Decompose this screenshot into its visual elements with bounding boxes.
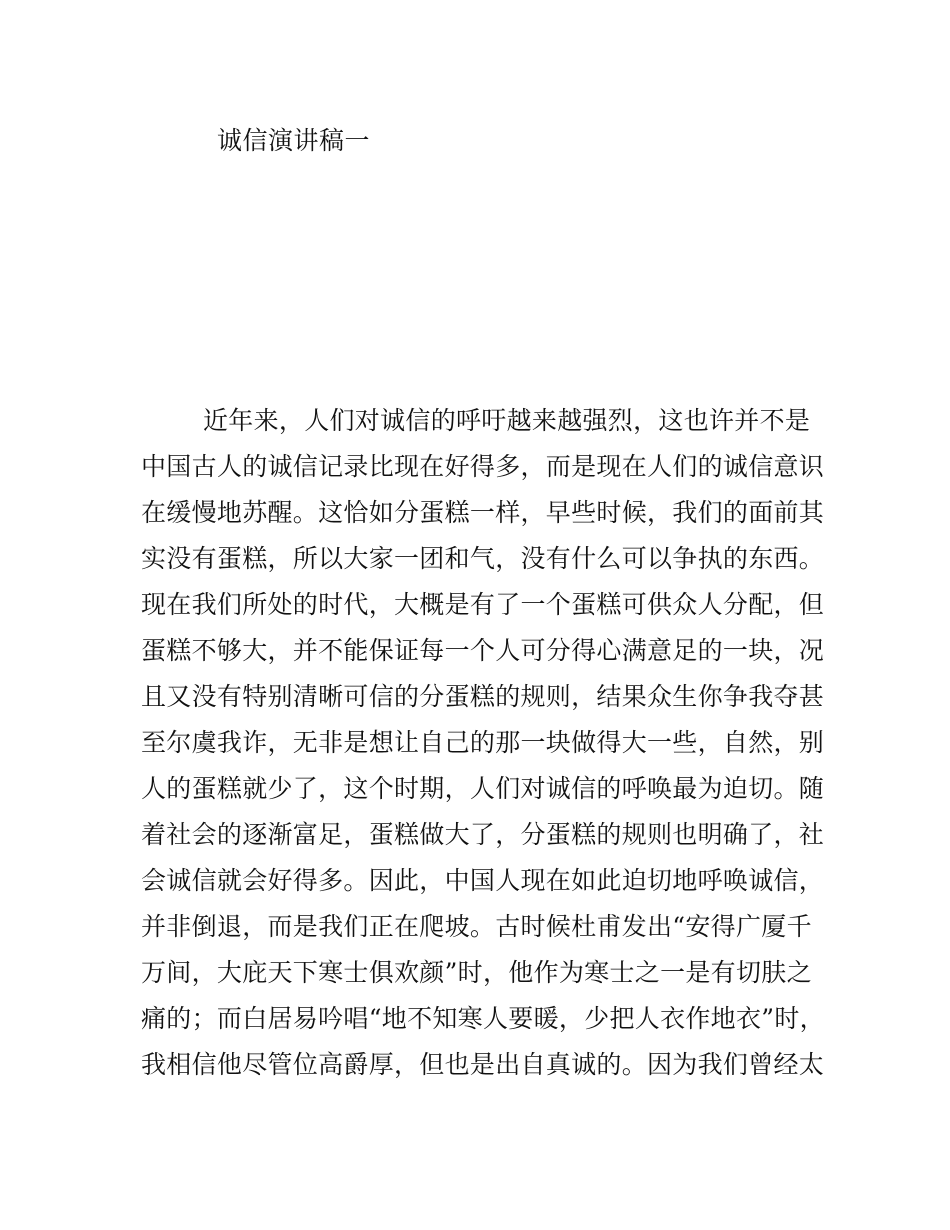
paragraph-line: 人的蛋糕就少了，这个时期，人们对诚信的呼唤最为迫切。随 (141, 774, 825, 803)
paragraph-line: 近年来，人们对诚信的呼吁越来越强烈，这也许并不是 (203, 406, 811, 435)
paragraph-line: 痛的；而白居易吟唱“地不知寒人要暖，少把人衣作地衣”时， (141, 1004, 825, 1033)
paragraph-line: 在缓慢地苏醒。这恰如分蛋糕一样，早些时候，我们的面前其 (141, 498, 825, 527)
paragraph-line: 中国古人的诚信记录比现在好得多，而是现在人们的诚信意识 (141, 452, 825, 481)
paragraph-line: 现在我们所处的时代，大概是有了一个蛋糕可供众人分配，但 (141, 590, 825, 619)
paragraph-line: 我相信他尽管位高爵厚，但也是出自真诚的。因为我们曾经太 (141, 1050, 825, 1079)
paragraph-line: 实没有蛋糕，所以大家一团和气，没有什么可以争执的东西。 (141, 544, 825, 573)
paragraph-line: 至尔虞我诈，无非是想让自己的那一块做得大一些，自然，别 (141, 728, 825, 757)
paragraph-line: 万间，大庇天下寒士俱欢颜”时，他作为寒士之一是有切肤之 (141, 958, 812, 987)
document-title: 诚信演讲稿一 (217, 126, 371, 155)
paragraph-line: 并非倒退，而是我们正在爬坡。古时候杜甫发出“安得广厦千 (141, 912, 812, 941)
document-body (141, 398, 825, 1088)
paragraph-line: 着社会的逐渐富足，蛋糕做大了，分蛋糕的规则也明确了，社 (141, 820, 825, 849)
paragraph-line: 且又没有特别清晰可信的分蛋糕的规则，结果众生你争我夺甚 (141, 682, 825, 711)
paragraph-line: 蛋糕不够大，并不能保证每一个人可分得心满意足的一块，况 (141, 636, 825, 665)
paragraph-line: 会诚信就会好得多。因此，中国人现在如此迫切地呼唤诚信， (141, 866, 825, 895)
